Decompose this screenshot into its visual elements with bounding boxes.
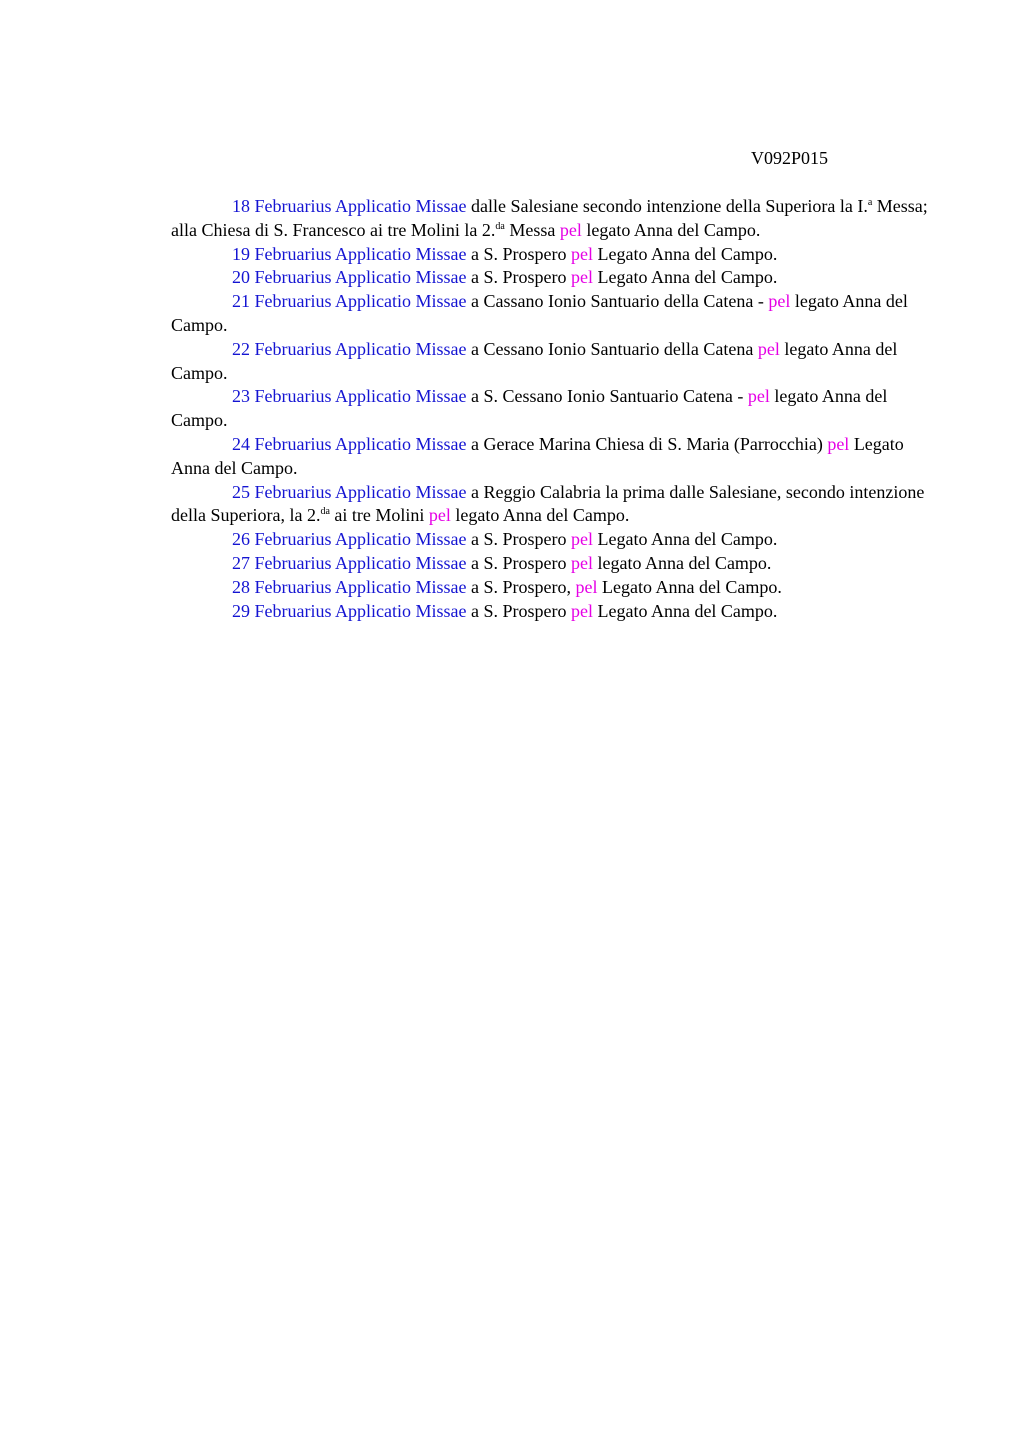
entry-text: Legato Anna del Campo. — [592, 267, 778, 288]
entry-24-february — [171, 433, 931, 481]
document-body — [171, 195, 931, 623]
pel-word: pel — [570, 243, 593, 264]
entry-text: legato Anna del Campo. — [592, 552, 772, 573]
page-id: V092P015 — [751, 148, 829, 168]
pel-word: pel — [827, 433, 850, 454]
entry-text: legato Anna del Campo. — [171, 386, 888, 431]
entry-27-february — [171, 552, 931, 576]
entry-date: 26 Februarius Applicatio Missae — [232, 529, 467, 550]
entry-25-february — [171, 481, 931, 529]
entry-text: legato Anna del Campo. — [581, 219, 761, 240]
entry-date: 22 Februarius Applicatio Missae — [232, 338, 467, 359]
entry-text: Messa — [504, 219, 560, 240]
entry-text: a Cassano Ionio Santuario della Catena - — [466, 291, 769, 312]
entry-text: Legato Anna del Campo. — [592, 529, 778, 550]
ordinal-superscript: a — [867, 197, 873, 208]
entry-date: 21 Februarius Applicatio Missae — [232, 291, 467, 312]
entry-text: a S. Prospero — [466, 243, 571, 264]
pel-word: pel — [575, 576, 598, 597]
entry-date: 28 Februarius Applicatio Missae — [232, 576, 467, 597]
entry-29-february — [171, 600, 931, 624]
ordinal-superscript: da — [495, 220, 505, 232]
pel-word: pel — [570, 552, 593, 573]
entry-text: a S. Cessano Ionio Santuario Catena - — [466, 386, 748, 407]
entry-19-february — [171, 243, 931, 267]
entry-text: a S. Prospero — [466, 600, 571, 621]
entry-date: 29 Februarius Applicatio Missae — [232, 600, 467, 621]
entry-20-february — [171, 266, 931, 290]
entry-28-february — [171, 576, 931, 600]
entry-text: a Reggio Calabria la prima dalle Salesiane, secondo intenzione della Superiora, la 2. — [171, 481, 925, 526]
entry-text: a S. Prospero — [466, 529, 571, 550]
entry-text: a Gerace Marina Chiesa di S. Maria (Parrocchia) — [466, 433, 828, 454]
entry-text: a Cessano Ionio Santuario della Catena — [466, 338, 758, 359]
pel-word: pel — [559, 219, 582, 240]
entry-text: a S. Prospero — [466, 552, 571, 573]
entry-date: 23 Februarius Applicatio Missae — [232, 386, 467, 407]
entry-date: 27 Februarius Applicatio Missae — [232, 552, 467, 573]
pel-word: pel — [768, 291, 791, 312]
pel-word: pel — [570, 267, 593, 288]
entry-text: legato Anna del Campo. — [171, 338, 898, 383]
entry-23-february — [171, 385, 931, 433]
entry-text: Legato Anna del Campo. — [597, 576, 782, 597]
entry-date: 18 Februarius Applicatio Missae — [232, 196, 467, 216]
entry-22-february — [171, 338, 931, 386]
ordinal-superscript: da — [320, 506, 330, 518]
entry-date: 25 Februarius Applicatio Missae — [232, 481, 467, 502]
entry-text: a S. Prospero, — [466, 576, 576, 597]
entry-text: Legato Anna del Campo. — [592, 600, 778, 621]
pel-word: pel — [757, 338, 780, 359]
pel-word: pel — [570, 529, 593, 550]
entry-date: 19 Februarius Applicatio Missae — [232, 243, 467, 264]
entry-text: Messa; alla Chiesa di S. Francesco ai tre Molini la 2. — [171, 196, 928, 240]
entry-text: legato Anna del Campo. — [450, 505, 630, 526]
pel-word: pel — [570, 600, 593, 621]
pel-word: pel — [428, 505, 451, 526]
entry-date: 24 Februarius Applicatio Missae — [232, 433, 467, 454]
entry-date: 20 Februarius Applicatio Missae — [232, 267, 467, 288]
entry-text: Legato Anna del Campo. — [171, 433, 904, 478]
entry-text: a S. Prospero — [466, 267, 571, 288]
pel-word: pel — [747, 386, 770, 407]
entry-text: ai tre Molini — [329, 505, 429, 526]
entry-26-february — [171, 528, 931, 552]
entry-text: Legato Anna del Campo. — [592, 243, 778, 264]
entry-text: legato Anna del Campo. — [171, 291, 908, 335]
entry-21-february — [171, 290, 931, 338]
entry-text: dalle Salesiane secondo intenzione della Superiora la I. — [466, 196, 868, 216]
entry-18-february — [171, 195, 931, 243]
